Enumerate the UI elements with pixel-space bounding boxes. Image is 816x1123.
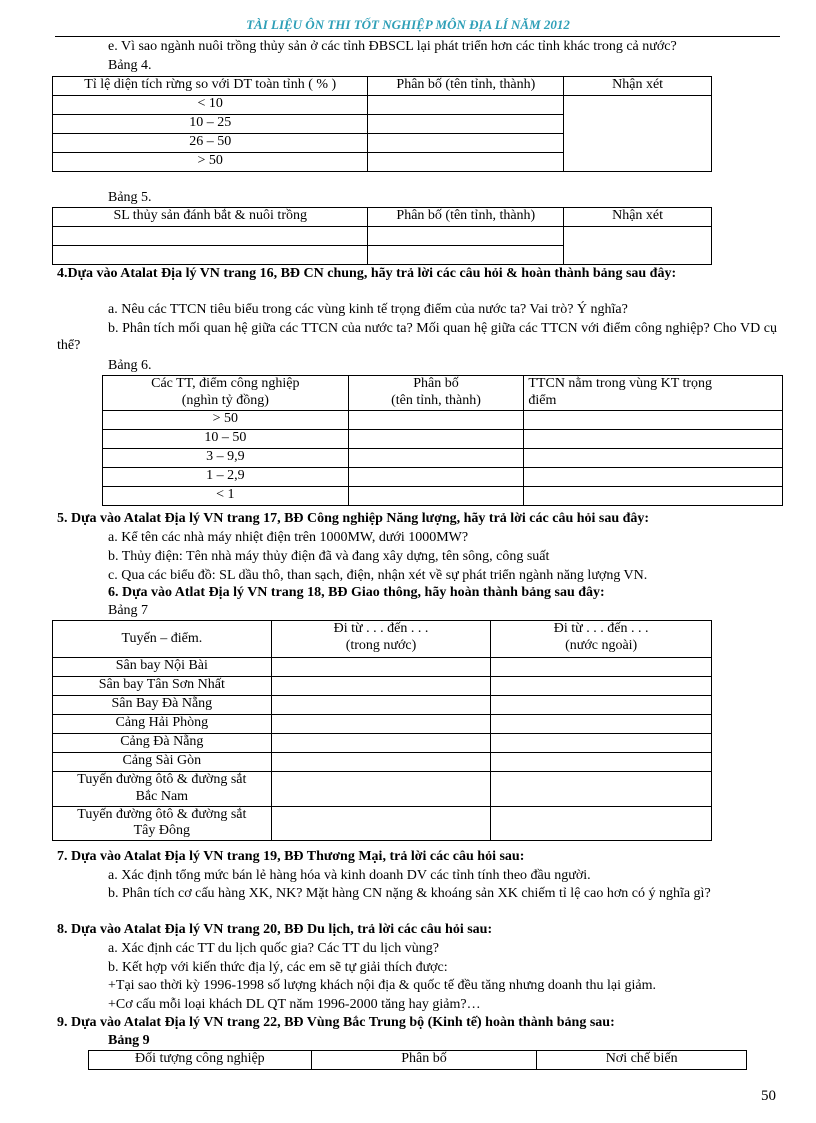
table-row (53, 227, 712, 246)
question-7a: a. Xác định tổng mức bán lẻ hàng hóa và kinh doanh DV các tỉnh tính theo đầu người. (108, 868, 591, 883)
table-6-header: Phân bố (413, 376, 459, 391)
table-row (53, 734, 712, 753)
question-5-title: 5. Dựa vào Atalat Địa lý VN trang 17, BĐ Công nghiệp Năng lượng, hãy trả lời các câu hỏi sau đây: (57, 511, 650, 526)
table-6 (102, 375, 783, 506)
table-row (53, 696, 712, 715)
table-cell: 26 – 50 (53, 134, 368, 153)
table-6-header: TTCN nằm trong vùng KT trọng (528, 376, 713, 391)
table-7-header: Đi từ . . . đến . . . (553, 621, 649, 636)
question-4b: b. Phân tích mối quan hệ giữa các TTCN của nước ta? Mối quan hệ giữa các TTCN với điểm công nghiệp? Cho VD cụ thể? (57, 321, 777, 353)
table-cell: < 10 (53, 96, 368, 115)
table-cell: Sân bay Nội Bài (53, 658, 272, 677)
question-5b: b. Thủy điện: Tên nhà máy thủy điện đã và đang xây dựng, tên sông, công suất (108, 549, 550, 564)
table-row (103, 467, 783, 486)
table-row (53, 772, 712, 807)
table-9-header: Nơi chế biến (537, 1051, 747, 1070)
table-row (103, 410, 783, 429)
question-6-title: 6. Dựa vào Atlat Địa lý VN trang 18, BĐ Giao thông, hãy hoàn thành bảng sau đây: (108, 585, 605, 600)
table-4-header: Tỉ lệ diện tích rừng so với DT toàn tỉnh ( % ) (53, 77, 368, 96)
table-7-header: Đi từ . . . đến . . . (333, 621, 429, 636)
page-number: 50 (761, 1088, 776, 1104)
table-row (53, 658, 712, 677)
question-5c: c. Qua các biểu đồ: SL dầu thô, than sạch, điện, nhận xét về sự phát triển ngành năng lượng VN. (108, 568, 648, 583)
table-5-header: Nhận xét (564, 208, 712, 227)
table-7 (52, 620, 712, 841)
table-7-header: (nước ngoài) (565, 637, 638, 653)
table-4 (52, 76, 712, 172)
header-rule (55, 36, 780, 37)
table-4-caption: Bảng 4. (108, 58, 152, 73)
question-8c: +Tại sao thời kỳ 1996-1998 số lượng khách nội địa & quốc tế đều tăng nhưng doanh thu lại giảm. (108, 978, 657, 993)
table-4-header: Nhận xét (564, 77, 712, 96)
table-row (103, 429, 783, 448)
table-row (53, 677, 712, 696)
table-cell: Cảng Đà Nẵng (53, 734, 272, 753)
question-9-title: 9. Dựa vào Atalat Địa lý VN trang 22, BĐ Vùng Bắc Trung bộ (Kinh tế) hoàn thành bảng sau: (57, 1015, 615, 1030)
table-cell: Cảng Sài Gòn (53, 753, 272, 772)
table-cell: > 50 (103, 410, 349, 429)
table-cell: Sân bay Tân Sơn Nhất (53, 677, 272, 696)
table-cell: < 1 (103, 486, 349, 505)
table-5-header: Phân bố (tên tỉnh, thành) (368, 208, 564, 227)
table-7-caption: Bảng 7 (108, 603, 149, 618)
table-9 (88, 1050, 747, 1070)
table-7-header: Tuyến – điểm. (53, 621, 272, 658)
table-row (53, 715, 712, 734)
table-5 (52, 207, 712, 265)
table-row (103, 486, 783, 505)
table-6-header: (nghìn tỷ đồng) (181, 392, 269, 408)
table-5-header: SL thủy sản đánh bắt & nuôi trồng (53, 208, 368, 227)
table-cell: > 50 (53, 153, 368, 172)
table-cell: Tây Đông (133, 823, 191, 839)
page-header: TÀI LIỆU ÔN THI TỐT NGHIỆP MÔN ĐỊA LÍ NĂM 2012 (246, 17, 570, 32)
table-4-header: Phân bố (tên tỉnh, thành) (368, 77, 564, 96)
question-4-title: 4.Dựa vào Atalat Địa lý VN trang 16, BĐ CN chung, hãy trả lời các câu hỏi & hoàn thành bảng sau đây: (57, 266, 677, 281)
table-6-header: (tên tỉnh, thành) (391, 392, 481, 408)
question-7-title: 7. Dựa vào Atalat Địa lý VN trang 19, BĐ Thương Mại, trả lời các câu hỏi sau: (57, 849, 525, 864)
table-cell: 10 – 50 (103, 429, 349, 448)
table-cell: Tuyến đường ôtô & đường sắt (77, 806, 247, 822)
table-7-header: (trong nước) (345, 637, 417, 653)
question-8d: +Cơ cấu mỗi loại khách DL QT năm 1996-2000 tăng hay giảm?… (108, 997, 481, 1012)
table-5-caption: Bảng 5. (108, 190, 152, 205)
table-cell: Sân Bay Đà Nẵng (53, 696, 272, 715)
table-9-caption: Bảng 9 (108, 1033, 150, 1048)
table-6-header: Các TT, điểm công nghiệp (151, 376, 300, 391)
table-row (53, 753, 712, 772)
table-row (53, 96, 712, 115)
table-row (53, 806, 712, 841)
table-cell: Cảng Hải Phòng (53, 715, 272, 734)
question-8a: a. Xác định các TT du lịch quốc gia? Các TT du lịch vùng? (108, 941, 439, 956)
table-6-header: điểm (528, 392, 557, 408)
table-cell: 10 – 25 (53, 115, 368, 134)
question-5a: a. Kể tên các nhà máy nhiệt điện trên 1000MW, dưới 1000MW? (108, 530, 469, 545)
table-6-caption: Bảng 6. (108, 358, 152, 373)
table-cell: Bắc Nam (135, 788, 189, 804)
question-8b: b. Kết hợp với kiến thức địa lý, các em sẽ tự giải thích được: (108, 960, 448, 975)
question-7b: b. Phân tích cơ cấu hàng XK, NK? Mặt hàng CN nặng & khoáng sản XK chiếm tỉ lệ cao hơn có ý nghĩa gì? (108, 886, 711, 901)
table-row (103, 448, 783, 467)
question-4a: a. Nêu các TTCN tiêu biểu trong các vùng kinh tế trọng điểm của nước ta? Vai trò? Ý nghĩa? (108, 302, 628, 317)
table-cell: 3 – 9,9 (103, 448, 349, 467)
table-9-header: Đối tượng công nghiệp (89, 1051, 312, 1070)
table-cell: 1 – 2,9 (103, 467, 349, 486)
question-8-title: 8. Dựa vào Atalat Địa lý VN trang 20, BĐ Du lịch, trả lời các câu hỏi sau: (57, 922, 493, 937)
table-9-header: Phân bố (311, 1051, 537, 1070)
table-cell: Tuyến đường ôtô & đường sắt (77, 772, 247, 787)
question-3e: e. Vì sao ngành nuôi trồng thủy sản ở các tỉnh ĐBSCL lại phát triển hơn các tỉnh khác trong cả nước? (108, 39, 677, 54)
